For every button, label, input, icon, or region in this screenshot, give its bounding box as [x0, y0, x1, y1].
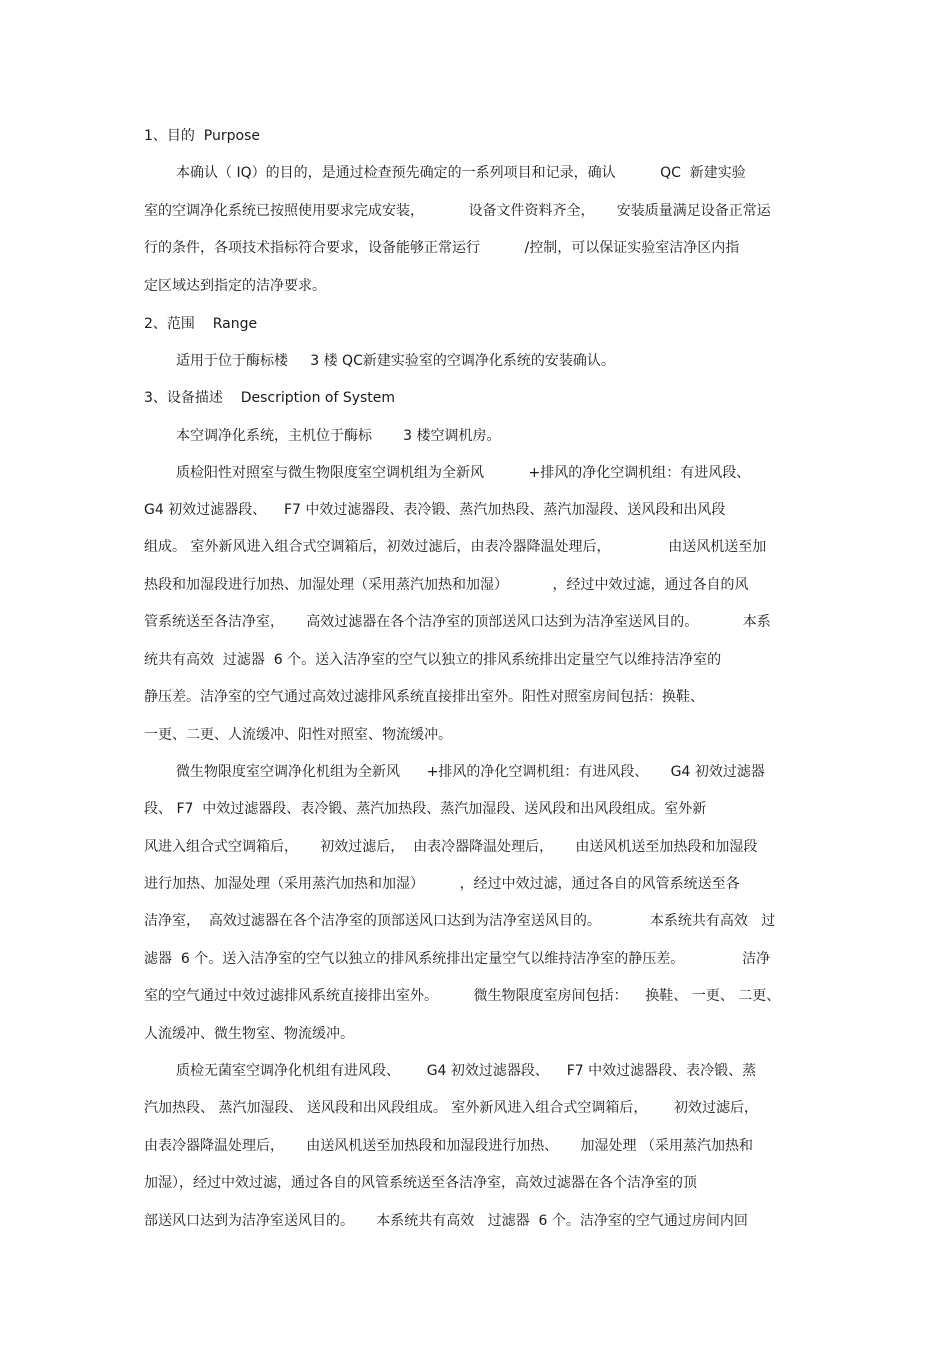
- paragraph-line: 统共有高效 过滤器 6 个。送入洁净室的空气以独立的排风系统排出定量空气以维持洁净室的: [144, 652, 722, 668]
- paragraph-line: 进行加热、加湿处理（采用蒸汽加热和加湿） ，经过中效过滤，通过各自的风管系统送至各: [144, 876, 740, 892]
- paragraph-line: 洁净室， 高效过滤器在各个洁净室的顶部送风口达到为洁净室送风目的。 本系统共有高效 过: [144, 913, 776, 929]
- paragraph-line: 汽加热段、 蒸汽加湿段、 送风段和出风段组成。 室外新风进入组合式空调箱后， 初效过滤后，: [144, 1100, 759, 1116]
- paragraph-line: 静压差。洁净室的空气通过高效过滤排风系统直接排出室外。阳性对照室房间包括：换鞋、: [144, 689, 704, 705]
- paragraph-line: 微生物限度室空调净化机组为全新风 +排风的净化空调机组：有进风段、 G4 初效过滤器: [176, 764, 765, 780]
- paragraph-line: 一更、二更、人流缓冲、阳性对照室、物流缓冲。: [144, 727, 452, 743]
- paragraph-line: 风进入组合式空调箱后， 初效过滤后， 由表冷器降温处理后， 由送风机送至加热段和加湿段: [144, 839, 758, 855]
- paragraph-line: 段、 F7 中效过滤器段、表冷锻、蒸汽加热段、蒸汽加湿段、送风段和出风段组成。室外新: [144, 801, 707, 817]
- paragraph-line: 行的条件，各项技术指标符合要求，设备能够正常运行 /控制，可以保证实验室洁净区内指: [144, 240, 740, 256]
- paragraph-line: 适用于位于酶标楼 3 楼 QC新建实验室的空调净化系统的安装确认。: [176, 353, 615, 369]
- section-heading-purpose: 1、目的 Purpose: [144, 128, 260, 144]
- section-heading-range: 2、范围 Range: [144, 316, 258, 332]
- paragraph-line: 本确认（ IQ）的目的，是通过检查预先确定的一系列项目和记录，确认 QC 新建实验: [176, 165, 746, 181]
- paragraph-line: 室的空调净化系统已按照使用要求完成安装， 设备文件资料齐全， 安装质量满足设备正常运: [144, 203, 771, 219]
- section-heading-description: 3、设备描述 Description of System: [144, 390, 396, 406]
- paragraph-line: 管系统送至各洁净室， 高效过滤器在各个洁净室的顶部送风口达到为洁净室送风目的。 本系: [144, 614, 771, 630]
- paragraph-line: G4 初效过滤器段、 F7 中效过滤器段、表冷锻、蒸汽加热段、蒸汽加湿段、送风段和出风段: [144, 502, 726, 518]
- paragraph-line: 滤器 6 个。送入洁净室的空气以独立的排风系统排出定量空气以维持洁净室的静压差。 洁净: [144, 951, 771, 967]
- paragraph-line: 热段和加湿段进行加热、加湿处理（采用蒸汽加热和加湿） ，经过中效过滤，通过各自的风: [144, 577, 749, 593]
- paragraph-line: 定区域达到指定的洁净要求。: [144, 278, 326, 294]
- paragraph-line: 质检无菌室空调净化机组有进风段、 G4 初效过滤器段、 F7 中效过滤器段、表冷锻、蒸: [176, 1063, 757, 1079]
- paragraph-line: 组成。 室外新风进入组合式空调箱后，初效过滤后，由表冷器降温处理后， 由送风机送至加: [144, 539, 767, 555]
- paragraph-line: 质检阳性对照室与微生物限度室空调机组为全新风 +排风的净化空调机组：有进风段、: [176, 465, 751, 481]
- paragraph-line: 由表冷器降温处理后， 由送风机送至加热段和加湿段进行加热、 加湿处理 （采用蒸汽加热和: [144, 1138, 753, 1154]
- paragraph-line: 加湿），经过中效过滤，通过各自的风管系统送至各洁净室，高效过滤器在各个洁净室的顶: [144, 1175, 697, 1191]
- paragraph-line: 部送风口达到为洁净室送风目的。 本系统共有高效 过滤器 6 个。洁净室的空气通过房间内回: [144, 1213, 748, 1229]
- paragraph-line: 本空调净化系统，主机位于酶标 3 楼空调机房。: [176, 428, 501, 444]
- paragraph-line: 室的空气通过中效过滤排风系统直接排出室外。 微生物限度室房间包括： 换鞋、 一更、 二更、: [144, 988, 781, 1004]
- paragraph-line: 人流缓冲、微生物室、物流缓冲。: [144, 1026, 354, 1042]
